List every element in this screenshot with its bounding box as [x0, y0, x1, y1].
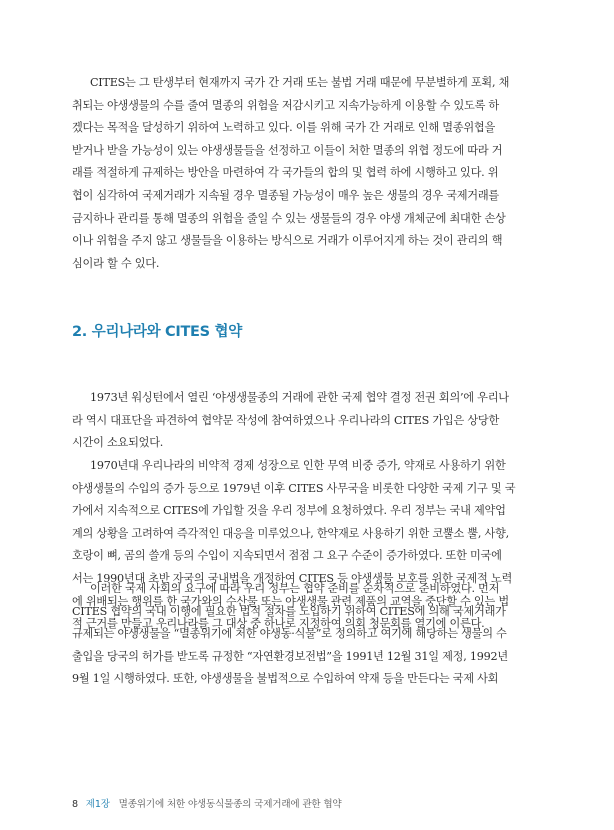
paragraph-government-preparation — [72, 578, 542, 691]
text-line: 취되는 야생생물의 수를 줄여 멸종의 위험을 저감시키고 지속가능하게 이용할 수 있도록 하 — [72, 98, 499, 112]
text-line: 래를 적절하게 규제하는 방안을 마련하여 각 국가들의 합의 및 협력 하에 시행하고 있다. 위 — [72, 166, 499, 180]
text-line: 9월 1일 시행하였다. 또한, 야생생물을 불법적으로 수입하여 약재 등을 만든다는 국제 사회 — [72, 672, 499, 686]
text-line: 호랑이 뼈, 곰의 쓸개 등의 수입이 지속되면서 점점 그 요구 수준이 증가하였다. 또한 미국에 — [72, 549, 502, 563]
text-line: 이러한 국제 사회의 요구에 따라 우리 정부는 협약 준비를 순차적으로 준비하였다. 먼저 — [90, 582, 500, 595]
paragraph-washington-1973 — [72, 387, 542, 455]
text-line: 야생생물의 수입의 증가 등으로 1979년 이후 CITES 사무국을 비롯한 다양한 국제 기구 및 국 — [72, 481, 516, 495]
text-line: 심이라 할 수 있다. — [72, 256, 160, 270]
text-line: 출입을 당국의 허가를 받도록 규정한 “자연환경보전법”을 1991년 12월 31일 제정, 1992년 — [72, 649, 508, 663]
section-heading: 2. 우리나라와 CITES 협약 — [72, 324, 242, 340]
text-line: 계의 상황을 고려하여 즉각적인 대응을 미루었으나, 한약재로 사용하기 위한 코뿔소 뿔, 사향, — [72, 526, 509, 540]
text-line: 규제되는 야생생물을 “멸종위기에 처한 야생동·식물”로 정의하고 여기에 해당하는 생물의 수 — [72, 627, 507, 641]
text-line: 시간이 소요되었다. — [72, 436, 164, 450]
text-line: 금지하나 관리를 통해 멸종의 위험을 줄일 수 있는 생물들의 경우 야생 개체군에 최대한 손상 — [72, 211, 506, 225]
text-line: 겠다는 목적을 달성하기 위하여 노력하고 있다. 이를 위해 국가 간 거래로 인해 멸종위협을 — [72, 121, 496, 135]
text-line: 서는 1990년대 초반 자국의 국내법을 개정하여 CITES 등 야생생물 보호를 위한 국제적 노력 — [72, 571, 512, 585]
text-line: 1970년대 우리나라의 비약적 경제 성장으로 인한 무역 비중 증가, 약재로 사용하기 위한 — [90, 459, 506, 472]
page-number: 8 — [72, 799, 78, 810]
text-line: 가에서 지속적으로 CITES에 가입할 것을 우리 정부에 요청하였다. 우리 정부는 국내 제약업 — [72, 504, 506, 518]
text-line: 에 위배되는 행위를 한 국가와의 수산물 또는 야생생물 관련 제품의 교역을 중단할 수 있는 법 — [72, 594, 509, 608]
text-line: 적 근거를 만들고 우리나라를 그 대상 중 하나로 지정하여 의회 청문회를 열기에 이른다. — [72, 617, 485, 631]
chapter-label: 제1장 — [85, 799, 110, 810]
text-line: 받거나 받을 가능성이 있는 야생생물들을 선정하고 이들이 처한 멸종의 위협 정도에 따라 거 — [72, 143, 503, 157]
text-line: CITES 협약의 국내 이행에 필요한 법적 절차를 도입하기 위하여 CITES에 의해 국제거래가 — [72, 604, 506, 618]
text-line: 협이 심각하여 국제거래가 지속될 경우 멸종될 가능성이 매우 높은 생물의 경우 국제거래를 — [72, 188, 499, 202]
page-footer — [72, 796, 341, 810]
paragraph-cites-purpose — [72, 72, 542, 275]
text-line: CITES는 그 탄생부터 현재까지 국가 간 거래 또는 불법 거래 때문에 무분별하게 포획, 채 — [90, 76, 510, 89]
text-line: 이나 위험을 주지 않고 생물들을 이용하는 방식으로 거래가 이루어지게 하는 것이 관리의 핵 — [72, 234, 503, 248]
text-line: 라 역시 대표단을 파견하여 협약문 작성에 참여하였으나 우리나라의 CITES 가입은 상당한 — [72, 413, 500, 427]
text-line: 1973년 워싱턴에서 열린 ‘야생생물종의 거래에 관한 국제 협약 결정 전권 회의’에 우리나 — [90, 391, 509, 404]
running-title: 멸종위기에 처한 야생동식물종의 국제거래에 관한 협약 — [118, 799, 342, 810]
